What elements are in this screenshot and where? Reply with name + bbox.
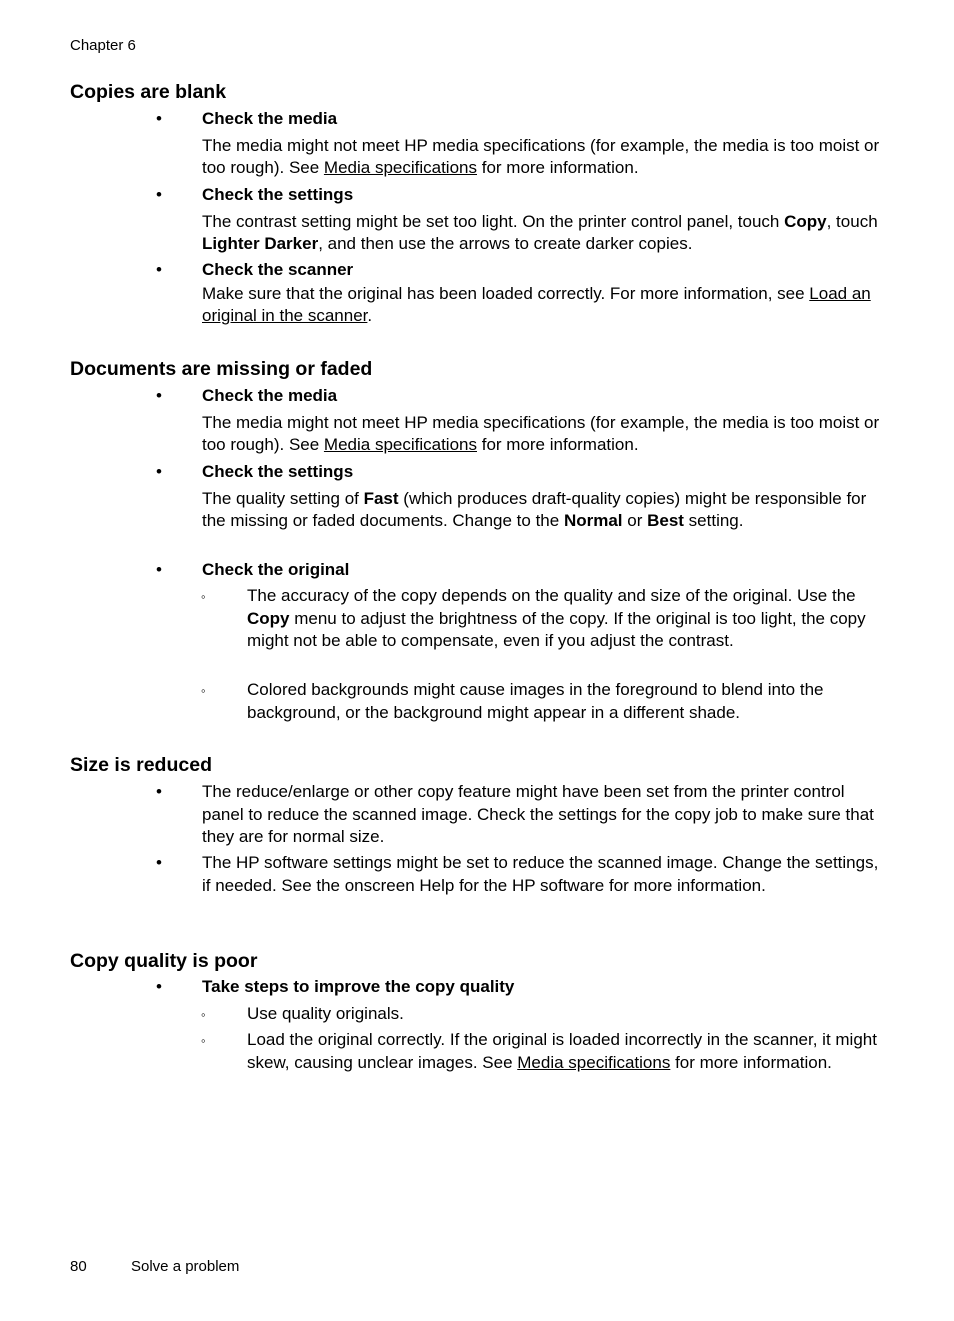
item-text — [202, 488, 882, 533]
sub-bullet: ◦ — [201, 1033, 206, 1048]
item-check-settings — [202, 461, 882, 533]
bullet: • — [156, 462, 162, 481]
footer-title: Solve a problem — [131, 1258, 240, 1275]
list-item: The reduce/enlarge or other copy feature might have been set from the printer control panel to reduce the scanned image. Check the settings for the copy job to make sure that they are for normal size. — [202, 782, 874, 846]
page-number: 80 — [70, 1258, 87, 1275]
bold-term: Fast — [363, 488, 399, 508]
text: or — [622, 511, 648, 530]
sub-bullet: ◦ — [201, 1007, 206, 1022]
item-heading: Check the settings — [202, 185, 354, 204]
text: Make sure that the original has been loaded correctly. For more information, see — [202, 283, 810, 303]
item-check-media — [202, 108, 882, 180]
media-specifications-link[interactable]: Media specifications — [323, 158, 477, 177]
bullet: • — [156, 260, 162, 279]
heading-copy-quality: Copy quality is poor — [70, 950, 258, 972]
item-check-media — [202, 385, 882, 457]
item-text — [202, 283, 882, 328]
text: The media might not meet HP media specifications (for example, the media is too moist or too rough). See — [202, 412, 880, 454]
load-original-link[interactable]: Load an original in the scanner — [202, 283, 871, 325]
media-specifications-link[interactable]: Media specifications — [517, 1052, 671, 1072]
bold-term: Copy — [784, 211, 827, 231]
item-heading: Check the settings — [202, 462, 354, 481]
text: The quality setting of — [202, 488, 364, 508]
text: for more information. — [477, 158, 639, 177]
item-heading: Check the scanner — [202, 260, 354, 279]
item-heading: Check the media — [202, 386, 338, 405]
text: (which produces draft-quality copies) might be responsible for the missing or faded documents. Change to the — [202, 488, 867, 530]
sub-item: Colored backgrounds might cause images in the foreground to blend into the background, or the background might appear in a different shade. — [247, 680, 824, 722]
list-item: The HP software settings might be set to reduce the scanned image. Change the settings, if needed. See the onscreen Help for the HP software for more information. — [202, 853, 879, 895]
sub-bullet: ◦ — [201, 683, 206, 698]
text: Load the original correctly. If the original is loaded incorrectly in the scanner, it might skew, causing unclear images. See — [247, 1030, 877, 1072]
item-text — [202, 211, 882, 256]
text: for more information. — [477, 435, 639, 454]
bullet: • — [156, 853, 162, 872]
item-heading-check-original: Check the original — [202, 560, 350, 579]
sub-item — [247, 1029, 877, 1074]
bold-term: Best — [647, 511, 684, 530]
heading-size-reduced: Size is reduced — [70, 754, 212, 776]
text: setting. — [683, 511, 744, 530]
bullet: • — [156, 185, 162, 204]
item-heading: Check the media — [202, 109, 338, 128]
chapter-header: Chapter 6 — [70, 37, 136, 54]
item-text — [202, 412, 882, 457]
text: The accuracy of the copy depends on the quality and size of the original. Use the — [247, 586, 856, 605]
bullet: • — [156, 977, 162, 996]
bullet: • — [156, 782, 162, 801]
heading-copies-blank: Copies are blank — [70, 81, 227, 103]
text: , touch — [826, 211, 878, 231]
text: The media might not meet HP media specifications (for example, the media is too moist or too rough). See — [202, 135, 880, 177]
bold-term: Normal — [563, 511, 623, 530]
sub-bullet: ◦ — [201, 589, 206, 604]
bold-term: Copy — [247, 608, 290, 628]
item-check-scanner — [202, 259, 882, 328]
sub-item — [247, 585, 877, 653]
text: . — [367, 306, 373, 325]
sub-item: Use quality originals. — [247, 1004, 404, 1023]
item-check-settings — [202, 184, 882, 256]
bold-term: Lighter Darker — [202, 234, 319, 253]
text: , and then use the arrows to create darker copies. — [318, 234, 693, 253]
text: The contrast setting might be set too light. On the printer control panel, touch — [202, 211, 785, 231]
bullet: • — [156, 109, 162, 128]
item-text — [202, 135, 882, 180]
heading-documents-missing: Documents are missing or faded — [70, 358, 373, 380]
item-heading-take-steps: Take steps to improve the copy quality — [202, 977, 515, 996]
bullet: • — [156, 386, 162, 405]
text: for more information. — [670, 1052, 832, 1072]
text: menu to adjust the brightness of the copy. If the original is too light, the copy might not be able to compensate, even if you adjust the contrast. — [247, 608, 866, 650]
bullet: • — [156, 560, 162, 579]
media-specifications-link[interactable]: Media specifications — [323, 435, 477, 454]
